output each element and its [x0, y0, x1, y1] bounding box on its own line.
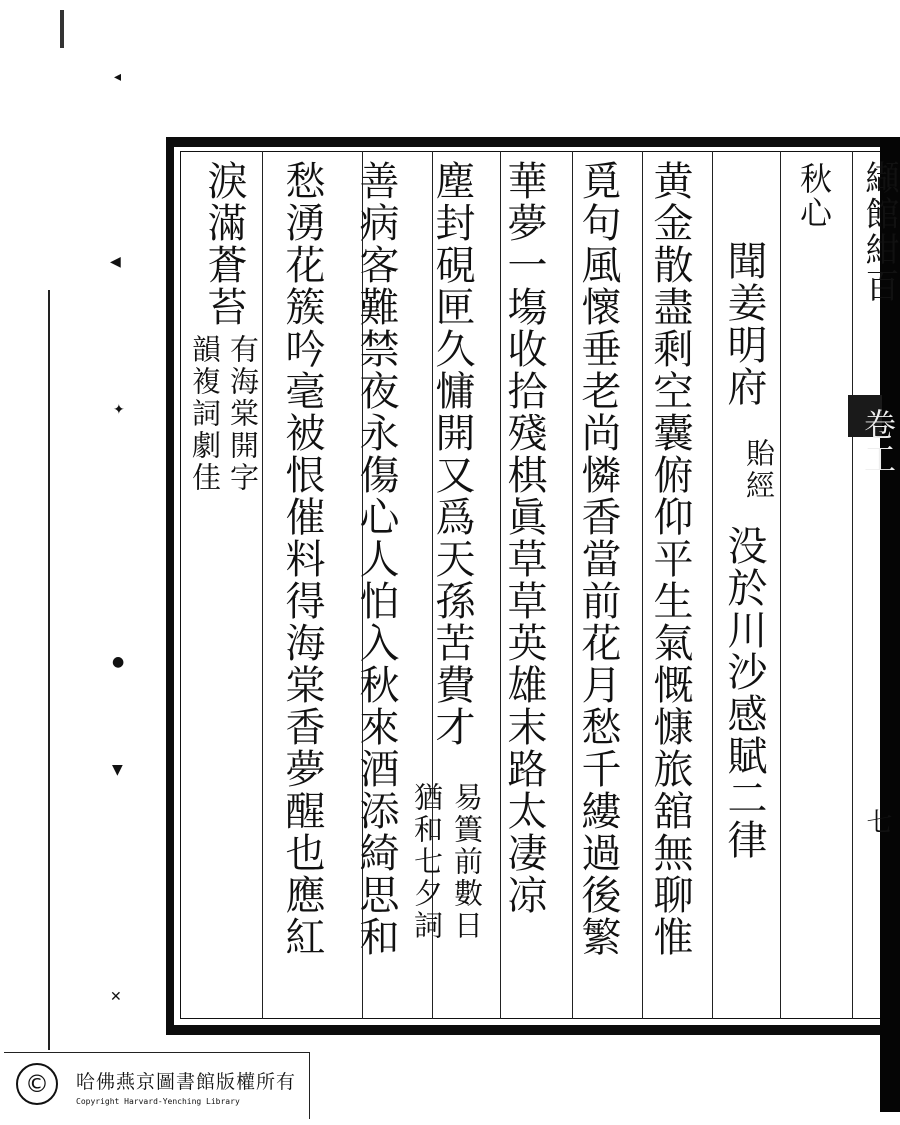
- header-fragment: 卷工: [859, 408, 897, 476]
- text-column-3-annotation: 貽經: [742, 438, 776, 502]
- text-column-11: 善病客難禁夜永傷心人怕入秋來酒添綺思和: [353, 160, 399, 958]
- ink-smudge: [60, 10, 64, 48]
- header-fragment: 纈館紺百: [859, 160, 899, 304]
- text-column-1: 秋心: [795, 162, 833, 230]
- margin-dot-mark: ●: [112, 654, 125, 670]
- margin-arrow-mark: ▼: [112, 762, 123, 778]
- copyright-stamp: [4, 1052, 310, 1119]
- column-rule: [262, 151, 263, 1019]
- text-column-12: 愁湧花簇吟毫被恨催料得海棠香夢醒也應紅: [279, 160, 325, 958]
- text-column-13: 淚滿蒼苔: [201, 160, 247, 328]
- margin-dot-mark: ✕: [110, 989, 122, 1005]
- margin-arrow-mark: ◀: [110, 254, 121, 270]
- margin-dot-mark: ✦: [113, 402, 125, 418]
- text-column-15-annotation: 韻複詞劇佳: [188, 334, 222, 494]
- text-column-8: 塵封硯匣久慵開又爲天孫苦費才: [429, 160, 475, 748]
- text-column-2: 聞姜明府: [721, 240, 767, 408]
- text-column-4: 没於川沙感賦二律: [721, 525, 767, 861]
- column-rule: [572, 151, 573, 1019]
- copyright-chinese: 哈佛燕京圖書館版權所有: [76, 1071, 297, 1093]
- text-column-10-annotation: 猶和七夕詞: [410, 782, 444, 942]
- page-number: 七: [862, 808, 892, 836]
- column-rule: [642, 151, 643, 1019]
- text-column-6: 覓句風懷垂老尚憐香當前花月愁千縷過後繁: [575, 160, 621, 958]
- margin-dot-mark: ◂: [114, 69, 122, 85]
- column-rule: [780, 151, 781, 1019]
- column-rule: [852, 151, 853, 1019]
- text-column-5: 黄金散盡剩空囊俯仰平生氣慨慷旅舘無聊惟: [647, 160, 693, 958]
- text-column-14-annotation: 有海棠開字: [226, 334, 260, 494]
- column-rule: [712, 151, 713, 1019]
- text-column-7: 華夢一塲收拾殘棋眞草草英雄末路太凄凉: [501, 160, 547, 916]
- copyright-english: Copyright Harvard-Yenching Library: [76, 1097, 240, 1106]
- left-margin-line: [48, 290, 50, 1050]
- text-column-9-annotation: 易簣前數日: [450, 782, 484, 942]
- copyright-icon: ©: [16, 1063, 58, 1105]
